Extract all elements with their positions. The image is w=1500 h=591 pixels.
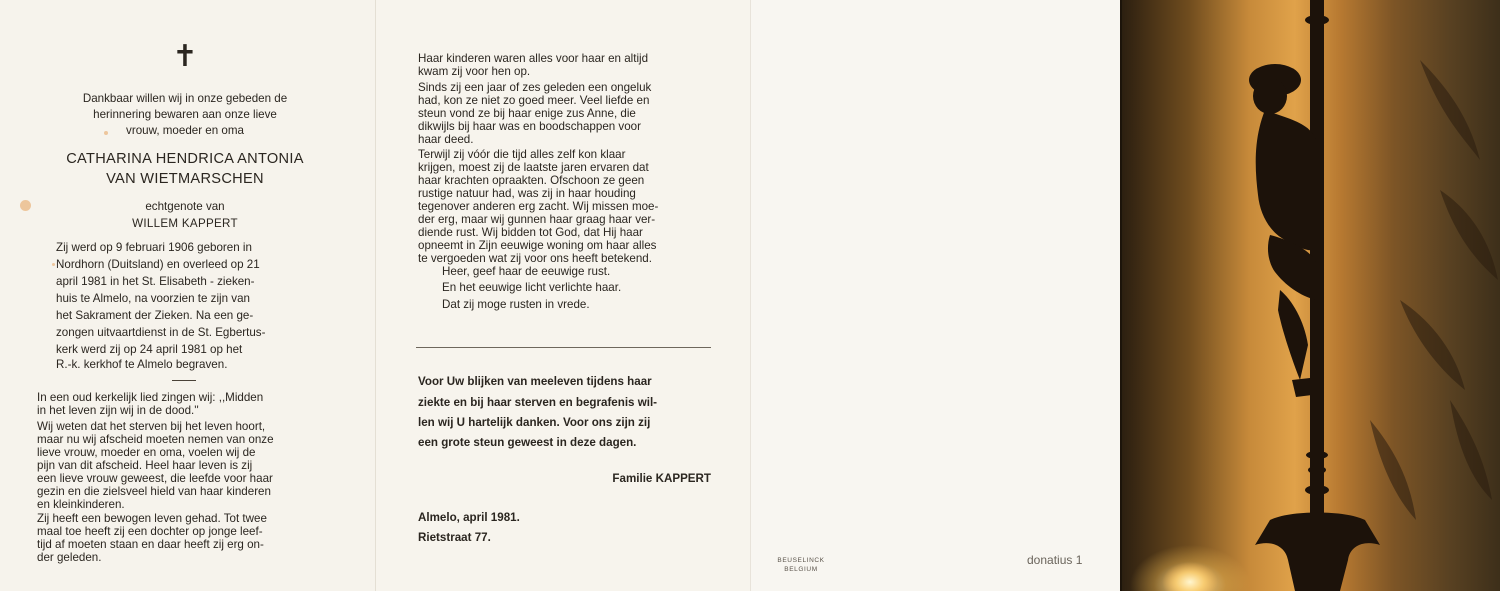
paragraph-line: der geleden.	[37, 551, 102, 564]
bio-line: zongen uitvaartdienst in de St. Egbertus-	[56, 326, 266, 339]
paragraph-line: kwam zij voor hen op.	[418, 65, 531, 78]
paragraph-line: maal toe heeft zij een dochter op jonge leef-	[37, 525, 263, 538]
paragraph-line: tijd af moeten staan en daar heeft zij erg on-	[37, 538, 264, 551]
prayer-line: Heer, geef haar de eeuwige rust.	[442, 265, 611, 278]
paragraph-line: in het leven zijn wij in de dood.''	[37, 404, 199, 417]
bio-line: Nordhorn (Duitsland) en overleed op 21	[56, 258, 260, 271]
bio-line: huis te Almelo, na voorzien te zijn van	[56, 292, 250, 305]
crucifix-base	[1255, 513, 1380, 591]
intro-line: Dankbaar willen wij in onze gebeden de	[82, 92, 288, 105]
cross-icon: ✝	[172, 40, 198, 73]
thanks-line: len wij U hartelijk danken. Voor ons zijn zij	[418, 416, 651, 429]
leaf-shadows	[1370, 60, 1498, 520]
separator	[416, 347, 711, 348]
paragraph-line: In een oud kerkelijk lied zingen wij: ,,Midden	[37, 391, 264, 404]
paper-stain	[52, 263, 55, 266]
paragraph-line: haar deed.	[418, 133, 474, 146]
spouse-name: WILLEM KAPPERT	[132, 217, 238, 230]
paragraph-line: maar nu wij afscheid moeten nemen van onze	[37, 433, 274, 446]
paragraph-line: gezin en die zielsveel hield van haar kinderen	[37, 485, 271, 498]
bio-line: het Sakrament der Zieken. Na een ge-	[56, 309, 254, 322]
paragraph-line: opneemt in Zijn eeuwige woning om haar alles	[418, 239, 657, 252]
paragraph-line: tegenover anderen erg zacht. Wij missen moe-	[418, 200, 659, 213]
paragraph-line: haar krachten opraakten. Ofschoon ze geen	[418, 174, 645, 187]
deceased-name: CATHARINA HENDRICA ANTONIA	[66, 151, 304, 167]
separator	[172, 380, 196, 381]
paragraph-line: Terwijl zij vóór die tijd alles zelf kon klaar	[418, 148, 626, 161]
paragraph-line: had, kon ze niet zo goed meer. Veel liefde en	[418, 94, 650, 107]
printer-name: BEUSELINCK	[777, 557, 825, 564]
family-signature: Familie KAPPERT	[612, 472, 711, 485]
paragraph-line: rustige natuur had, was zij in haar houding	[418, 187, 636, 200]
paragraph-line: een lieve vrouw geweest, die leefde voor haar	[37, 472, 273, 485]
address: Rietstraat 77.	[418, 531, 491, 544]
paragraph-line: lieve vrouw, moeder en oma, voelen wij de	[37, 446, 256, 459]
crucifix-silhouette	[1120, 0, 1500, 591]
printer-country: BELGIUM	[784, 566, 818, 573]
paragraph-line: diende rust. Wij bidden tot God, dat Hij haar	[418, 226, 643, 239]
prayer-line: Dat zij moge rusten in vrede.	[442, 298, 590, 311]
paragraph-line: Sinds zij een jaar of zes geleden een ongeluk	[418, 81, 652, 94]
deceased-surname: VAN WIETMARSCHEN	[106, 171, 264, 187]
intro-line: vrouw, moeder en oma	[126, 124, 244, 137]
thanks-line: ziekte en bij haar sterven en begrafenis wil-	[418, 396, 658, 409]
paragraph-line: dikwijls bij haar was en boodschappen voor	[418, 120, 641, 133]
card-panel-back	[750, 0, 1120, 591]
crucifix-photo	[1120, 0, 1500, 591]
place-date: Almelo, april 1981.	[418, 511, 520, 524]
paragraph-line: en kleinkinderen.	[37, 498, 125, 511]
bio-line: kerk werd zij op 24 april 1981 op het	[56, 343, 243, 356]
candle-flame	[1162, 562, 1218, 591]
bio-line: R.-k. kerkhof te Almelo begraven.	[56, 358, 228, 371]
thanks-line: Voor Uw blijken van meeleven tijdens haar	[418, 375, 652, 388]
paper-stain	[20, 200, 31, 211]
prayer-line: En het eeuwige licht verlichte haar.	[442, 281, 622, 294]
series-label: donatius 1	[1027, 553, 1083, 567]
paragraph-line: te vergoeden wat zij voor ons heeft betekend.	[418, 252, 652, 265]
bio-line: Zij werd op 9 februari 1906 geboren in	[56, 241, 252, 254]
paragraph-line: der erg, maar wij gunnen haar graag haar ver-	[418, 213, 656, 226]
thanks-line: een grote steun geweest in deze dagen.	[418, 436, 637, 449]
intro-line: herinnering bewaren aan onze lieve	[93, 108, 277, 121]
paragraph-line: Haar kinderen waren alles voor haar en altijd	[418, 52, 649, 65]
card-panel-middle	[375, 0, 750, 591]
corpus	[1249, 64, 1316, 397]
paragraph-line: pijn van dit afscheid. Heel haar leven is zij	[37, 459, 253, 472]
paragraph-line: Zij heeft een bewogen leven gehad. Tot twee	[37, 512, 267, 525]
paragraph-line: steun vond ze bij haar enige zus Anne, die	[418, 107, 636, 120]
card-panel-left	[0, 0, 375, 591]
spouse-label: echtgenote van	[145, 200, 225, 213]
paragraph-line: krijgen, moest zij de laatste jaren ervaren dat	[418, 161, 649, 174]
paragraph-line: Wij weten dat het sterven bij het leven hoort,	[37, 420, 266, 433]
bio-line: april 1981 in het St. Elisabeth - zieken-	[56, 275, 255, 288]
fold-crease	[1120, 0, 1122, 591]
